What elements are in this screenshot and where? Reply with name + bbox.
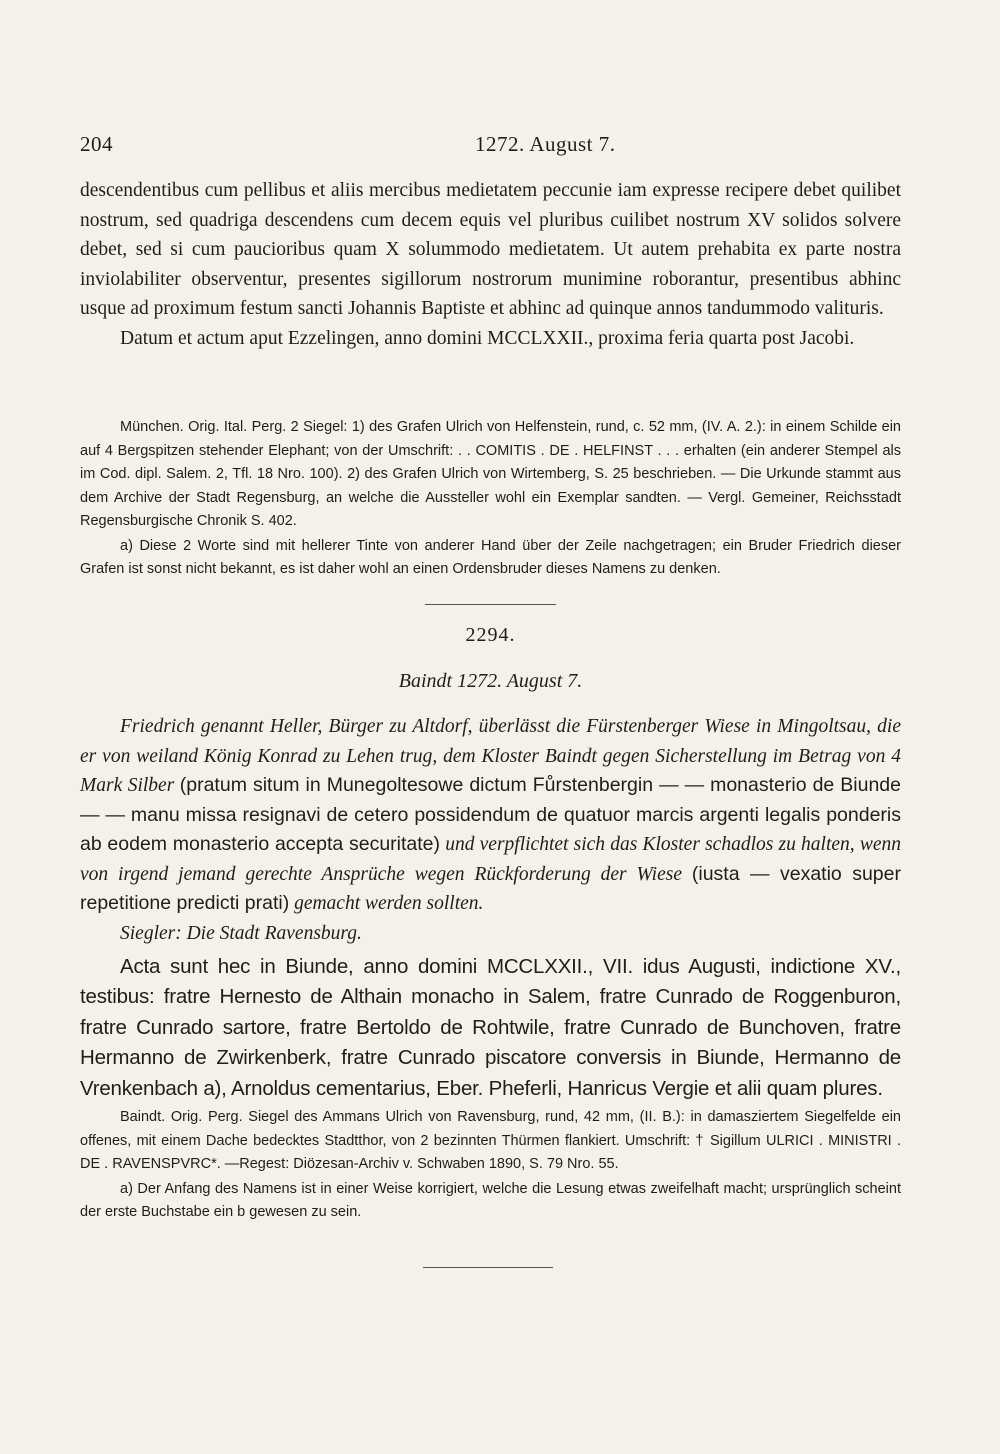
document-2294-body (80, 712, 901, 1225)
datum-line: Datum et actum aput Ezzelingen, anno domini MCCLXXII., proxima feria quarta post Jacobi. (120, 327, 855, 349)
latin-quote-2: (iusta — vexatio super repetitione predicti prati) (80, 862, 901, 914)
footnote-a: a) Diese 2 Worte sind mit hellerer Tinte von anderer Hand über der Zeile nachgetragen; ein Bruder Friedrich dieser Grafen ist sonst nicht bekannt, es ist daher wohl an einen Ordensbruder dieses Namens zu denken. (80, 537, 901, 577)
archive-note-2294: Baindt. Orig. Perg. Siegel des Ammans Ulrich von Ravensburg, rund, 42 mm, (II. B.): in damasziertem Siegelfelde ein offenes, mit einem Dache bedecktes Stadtthor, von 2 bezinnten Thürmen flankiert. Umschrift: † Sigillum ULRICI . MINISTRI . DE . RAVENSPVRC*. —Regest: Diözesan-Archiv v. Schwaben 1890, S. 79 Nro. 55. (80, 1109, 901, 1172)
continuation-text (80, 176, 901, 353)
page-number: 204 (80, 132, 113, 156)
regest-paragraph (80, 712, 901, 919)
separator-rule (425, 604, 556, 605)
regest-part-2: und verpflichtet sich das Kloster schadlos zu halten, wenn von irgend jemand gerechte Ansprüche wegen Rückforderung der Wiese (80, 834, 902, 885)
archive-note: München. Orig. Ital. Perg. 2 Siegel: 1) des Grafen Ulrich von Helfenstein, rund, c. 52 mm, (IV. A. 2.): in einem Schilde ein auf 4 Bergspitzen stehender Elephant; von der Umschrift: . . COMITIS . DE . HELFINST . . . erhalten (ein anderer Stempel als im Cod. dipl. Salem. 2, Tfl. 18 Nro. 100). 2) des Grafen Ulrich von Wirtemberg, S. 25 beschrieben. — Die Urkunde stammt aus dem Archive der Stadt Regensburg, an welche die Aussteller wohl ein Exemplar sandten. — Vergl. Gemeiner, Reichsstadt Regensburgische Chronik S. 402. (80, 419, 901, 529)
bottom-separator-rule (423, 1267, 553, 1268)
header-date: 1272. August 7. (475, 132, 616, 156)
siegler-line: Siegler: Die Stadt Ravensburg. (120, 922, 362, 944)
footnote-a-2294: a) Der Anfang des Namens ist in einer Weise korrigiert, welche die Lesung etwas zweifelhaft macht; ursprünglich scheint der erste Buchstabe ein b gewesen zu sein. (80, 1180, 901, 1220)
regest-part-3: gemacht werden sollten. (294, 893, 484, 914)
acta-paragraph: Acta sunt hec in Biunde, anno domini MCCLXXII., VII. idus Augusti, indictione XV., testibus: fratre Hernesto de Althain monacho in Salem, fratre Cunrado de Roggenburon, fratre Cunrado sartore, fratre Bertoldo de Rohtwile, fratre Cunrado de Bunchoven, fratre Hermanno de Zwirkenberk, fratre Cunrado piscatore conversis in Biunde, Hermanno de Vrenkenbach a), Arnoldus cementarius, Eber. Pheferli, Hanricus Vergie et alii quam plures. (80, 954, 901, 1100)
regest-part-1: Friedrich genannt Heller, Bürger zu Altdorf, überlässt die Fürstenberger Wiese in Mingoltsau, die er von weiland König Konrad zu Lehen trug, dem Kloster Baindt gegen Sicherstellung im Betrag von 4 Mark Silber (80, 716, 901, 796)
running-header (80, 132, 900, 160)
notes-2293 (80, 416, 901, 582)
place-date-heading: Baindt 1272. August 7. (398, 670, 583, 692)
latin-quote-1: (pratum situm in Munegoltesowe dictum Fůrstenbergin — — monasterio de Biunde — — manu missa resignavi de cetero possidendum de quatuor marcis argenti legalis ponderis ab eodem monasterio accepta securitate) (80, 774, 901, 855)
document-number: 2294. (465, 624, 516, 646)
continuation-paragraph: descendentibus cum pellibus et aliis mercibus medietatem peccunie iam expresse recipere debet quilibet nostrum, sed quadriga descendens cum decem equis vel pluribus cuilibet nostrum XV solidos solvere debet, sed si cum paucioribus quam X solummodo medietatem. Ut autem prehabita ex parte nostra inviolabiliter observentur, presentes sigillorum nostrorum munimine roborantur, presentibus abhinc usque ad proximum festum sancti Johannis Baptiste et abhinc ad quinque annos tandummodo valituris. (80, 180, 901, 319)
